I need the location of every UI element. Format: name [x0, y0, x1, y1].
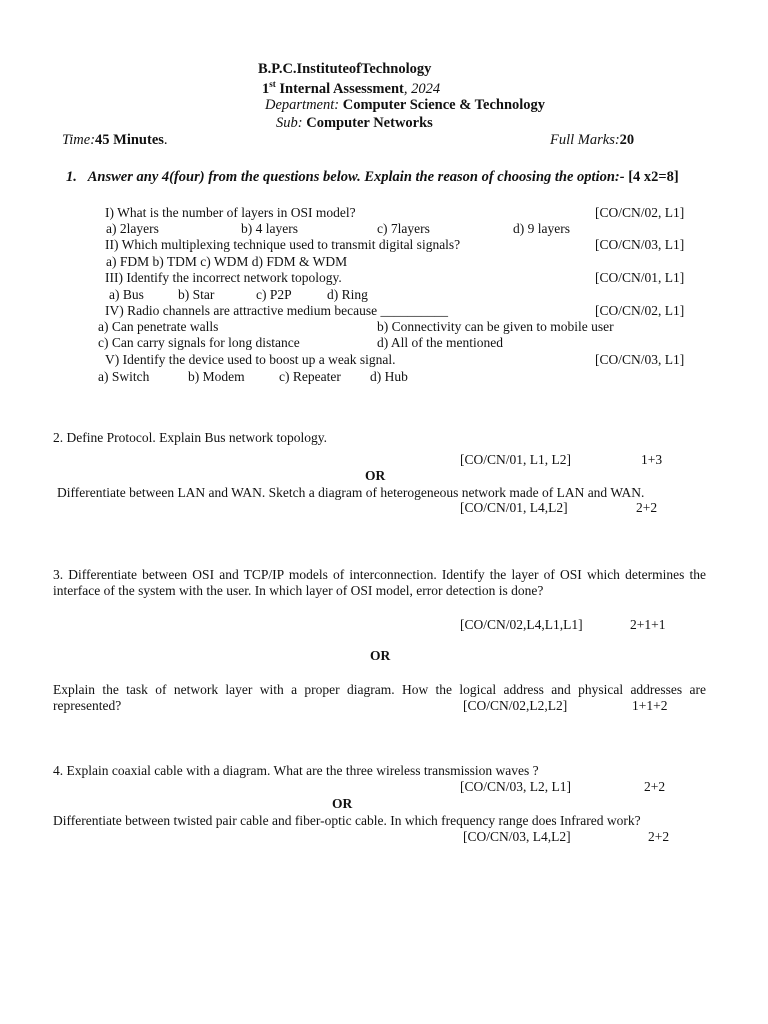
q1-ii-code: [CO/CN/03, L1]: [595, 237, 685, 252]
q1-v-option-c: c) Repeater: [279, 369, 341, 384]
q3-or: OR: [370, 648, 391, 663]
q1-ii-question: II) Which multiplexing technique used to transmit digital signals?: [105, 237, 461, 252]
q1-v-option-d: d) Hub: [370, 369, 408, 384]
q3-alt-line1: Explain the task of network layer with a proper diagram. How the logical address and physical addresses are: [53, 682, 706, 697]
marks-label: Full Marks:: [550, 132, 620, 148]
q1-iv-option-d: d) All of the mentioned: [377, 335, 503, 350]
q1-iv-option-b: b) Connectivity can be given to mobile user: [377, 319, 614, 334]
q1-iii-option-d: d) Ring: [327, 287, 368, 302]
assessment-label: Internal Assessment: [275, 80, 404, 97]
time-dot: .: [163, 132, 168, 148]
q1-ii-options: a) FDM b) TDM c) WDM d) FDM & WDM: [106, 254, 348, 269]
q4-alt-code: [CO/CN/03, L4,L2]: [463, 829, 571, 844]
time-line: [62, 132, 168, 149]
subject-line: [276, 115, 433, 132]
q4-alt-text: Differentiate between twisted pair cable and fiber-optic cable. In which frequency range does Infrared work?: [53, 813, 641, 828]
q4-code: [CO/CN/03, L2, L1]: [460, 779, 571, 794]
full-marks-line: [550, 132, 634, 149]
q2-or: OR: [365, 468, 386, 483]
q1-i-question: I) What is the number of layers in OSI model?: [105, 205, 356, 220]
q1-iii-question: III) Identify the incorrect network topology.: [105, 270, 342, 285]
q1-heading: [66, 169, 679, 186]
assessment-sup: st: [269, 79, 276, 89]
assessment-title: [262, 79, 440, 98]
subject-value: Computer Networks: [302, 115, 433, 131]
q4-alt-marks: 2+2: [648, 829, 670, 844]
q1-i-option-c: c) 7layers: [377, 221, 430, 236]
q4-marks: 2+2: [644, 779, 666, 794]
q1-v-option-a: a) Switch: [98, 369, 150, 384]
q3-alt-line2: represented?: [53, 698, 122, 713]
q3-alt-marks: 1+1+2: [632, 698, 668, 713]
marks-value: 20: [619, 132, 635, 148]
q1-iv-option-a: a) Can penetrate walls: [98, 319, 219, 334]
q4-or: OR: [332, 796, 353, 811]
department-line: [265, 97, 545, 114]
q3-alt-code: [CO/CN/02,L2,L2]: [463, 698, 568, 713]
assessment-num: 1: [262, 80, 270, 97]
q1-v-question: V) Identify the device used to boost up a weak signal.: [105, 352, 396, 367]
q1-v-option-b: b) Modem: [188, 369, 245, 384]
institute-name: B.P.C.InstituteofTechnology: [258, 61, 432, 77]
q1-i-option-d: d) 9 layers: [513, 221, 570, 236]
q1-i-option-a: a) 2layers: [106, 221, 159, 236]
q2-marks: 1+3: [641, 452, 663, 467]
q2-alt-text: Differentiate between LAN and WAN. Sketch a diagram of heterogeneous network made of LAN and WAN.: [57, 485, 645, 500]
q1-instruction: Answer any 4(four) from the questions below. Explain the reason of choosing the option:-: [87, 169, 625, 185]
q1-iv-question: IV) Radio channels are attractive medium because __________: [105, 303, 449, 318]
q1-i-code: [CO/CN/02, L1]: [595, 205, 685, 220]
q1-iii-option-c: c) P2P: [256, 287, 292, 302]
q2-alt-code: [CO/CN/01, L4,L2]: [460, 500, 568, 515]
time-value: 45 Minutes: [95, 132, 164, 148]
q1-i-option-b: b) 4 layers: [241, 221, 298, 236]
assessment-year: , 2024: [403, 80, 441, 97]
q3-line1: 3. Differentiate between OSI and TCP/IP models of interconnection. Identify the layer of OSI which determines the: [53, 567, 706, 582]
q4-text: 4. Explain coaxial cable with a diagram. What are the three wireless transmission waves ?: [53, 763, 539, 778]
q3-marks: 2+1+1: [630, 617, 666, 632]
department-value: Computer Science & Technology: [339, 97, 546, 113]
subject-label: Sub:: [276, 115, 303, 131]
q3-code: [CO/CN/02,L4,L1,L1]: [460, 617, 583, 632]
q1-v-code: [CO/CN/03, L1]: [595, 352, 685, 367]
q2-code: [CO/CN/01, L1, L2]: [460, 452, 571, 467]
q1-iv-option-c: c) Can carry signals for long distance: [98, 335, 300, 350]
q1-iv-code: [CO/CN/02, L1]: [595, 303, 685, 318]
q3-line2: interface of the system with the user. In which layer of OSI model, error detection is done?: [53, 583, 544, 598]
time-label: Time:: [62, 132, 96, 148]
department-label: Department:: [265, 97, 340, 113]
q1-number: 1.: [66, 169, 77, 185]
q2-text: 2. Define Protocol. Explain Bus network topology.: [53, 430, 327, 445]
q2-alt-marks: 2+2: [636, 500, 658, 515]
q1-marks: [4 x2=8]: [624, 169, 679, 185]
q1-iii-code: [CO/CN/01, L1]: [595, 270, 685, 285]
q1-iii-option-a: a) Bus: [109, 287, 144, 302]
q1-iii-option-b: b) Star: [178, 287, 215, 302]
